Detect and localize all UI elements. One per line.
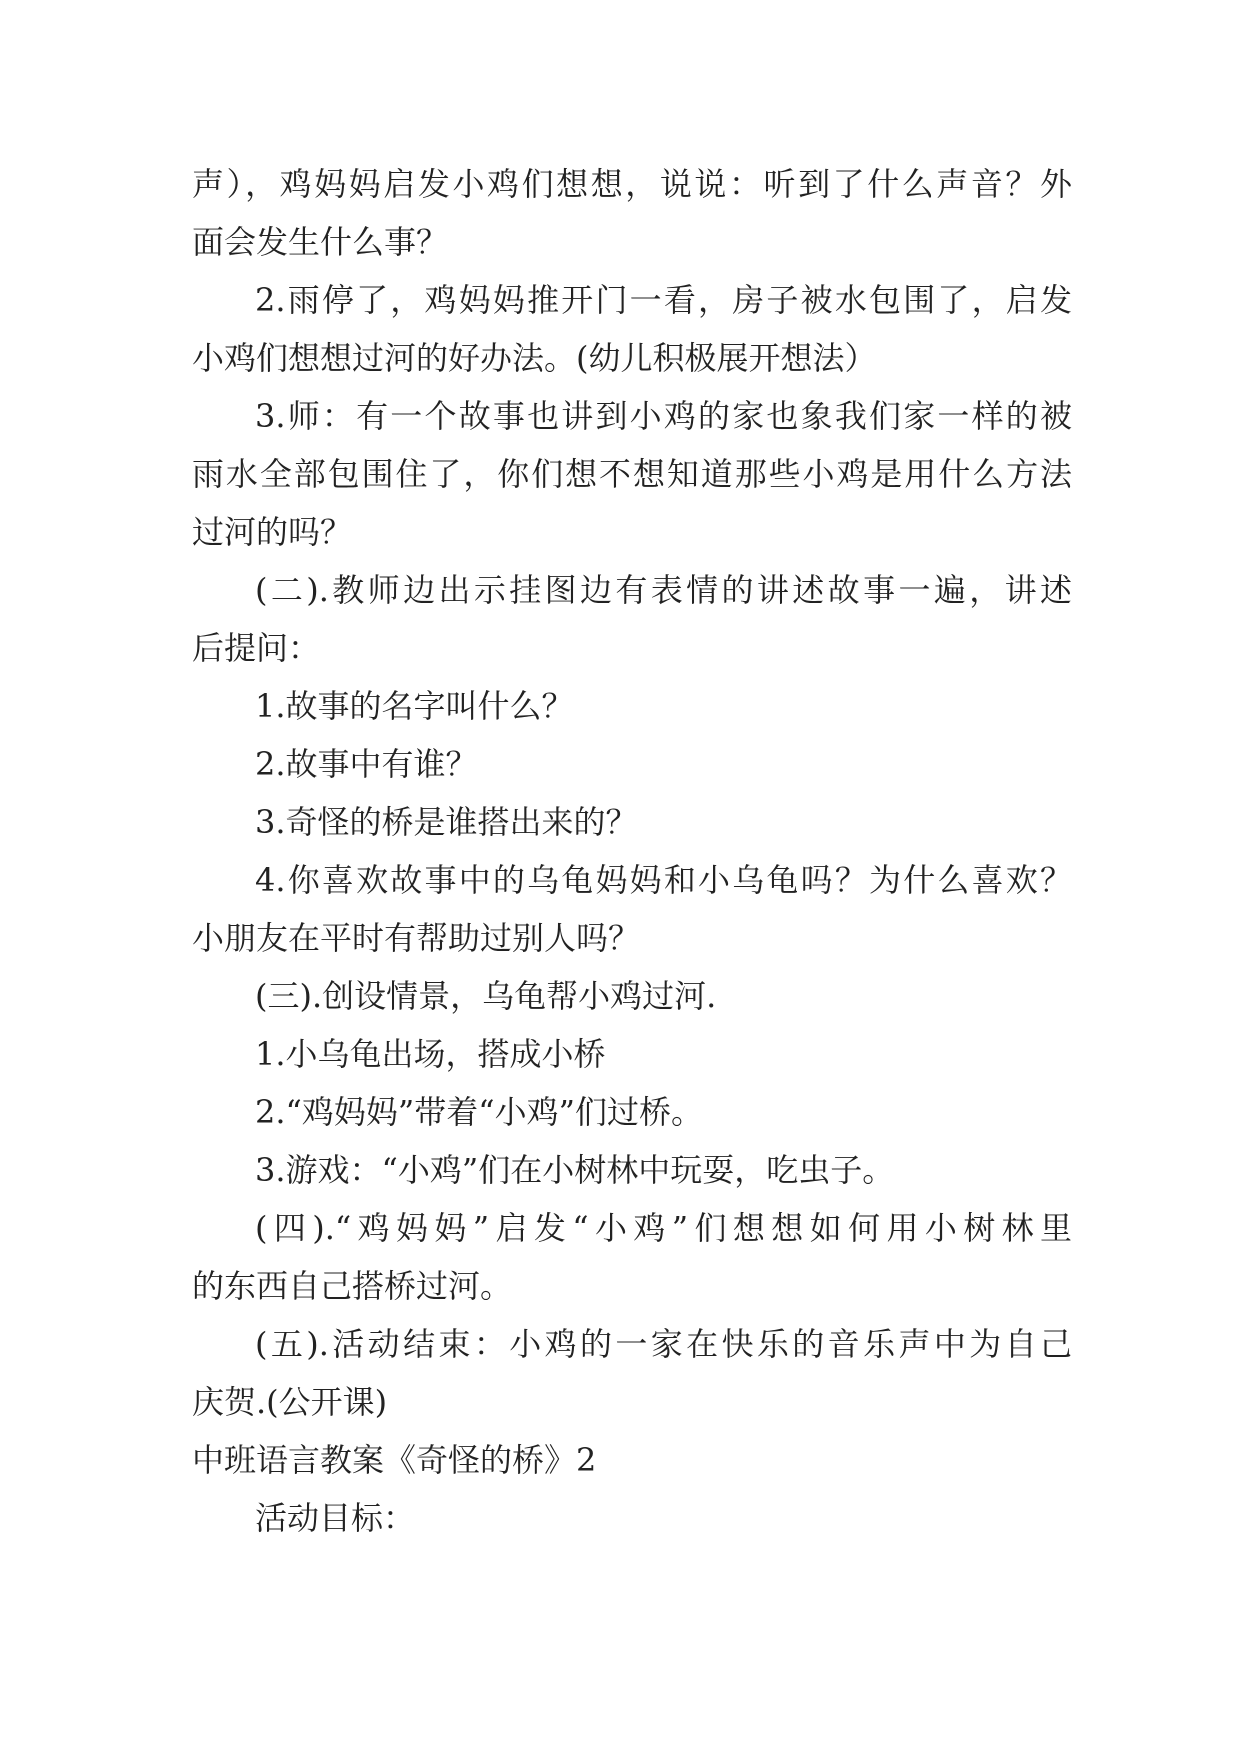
text-line: 声），鸡妈妈启发小鸡们想想，说说：听到了什么声音？外 — [192, 165, 1072, 203]
text-line: 2.“鸡妈妈”带着“小鸡”们过桥。 — [255, 1093, 703, 1131]
text-line: 小朋友在平时有帮助过别人吗？ — [192, 919, 641, 957]
text-line: 过河的吗？ — [192, 513, 353, 551]
text-line: 1.故事的名字叫什么？ — [255, 687, 574, 725]
text-line: 面会发生什么事？ — [192, 223, 449, 261]
text-line: 后提问： — [192, 629, 321, 667]
text-line: 4.你喜欢故事中的乌龟妈妈和小乌龟吗？为什么喜欢？ — [255, 861, 1072, 899]
text-line: 3.游戏：“小鸡”们在小树林中玩耍，吃虫子。 — [255, 1151, 895, 1189]
text-line: (三).创设情景，乌龟帮小鸡过河. — [255, 977, 717, 1015]
text-line: 1.小乌龟出场，搭成小桥 — [255, 1035, 606, 1073]
text-line: 3.奇怪的桥是谁搭出来的？ — [255, 803, 638, 841]
text-line: (二).教师边出示挂图边有表情的讲述故事一遍，讲述 — [255, 571, 1072, 609]
text-line: 小鸡们想想过河的好办法。(幼儿积极展开想法） — [192, 339, 877, 377]
text-line: (四).“鸡妈妈”启发“小鸡”们想想如何用小树林里 — [255, 1209, 1072, 1247]
text-line: 活动目标： — [255, 1499, 416, 1537]
text-line: 2.雨停了，鸡妈妈推开门一看，房子被水包围了，启发 — [255, 281, 1072, 319]
text-line: 的东西自己搭桥过河。 — [192, 1267, 513, 1305]
section-heading: 中班语言教案《奇怪的桥》2 — [192, 1441, 597, 1479]
text-line: (五).活动结束：小鸡的一家在快乐的音乐声中为自己 — [255, 1325, 1072, 1363]
text-line: 庆贺.(公开课) — [192, 1383, 388, 1421]
text-line: 雨水全部包围住了，你们想不想知道那些小鸡是用什么方法 — [192, 455, 1072, 493]
text-line: 3.师：有一个故事也讲到小鸡的家也象我们家一样的被 — [255, 397, 1072, 435]
text-line: 2.故事中有谁？ — [255, 745, 478, 783]
